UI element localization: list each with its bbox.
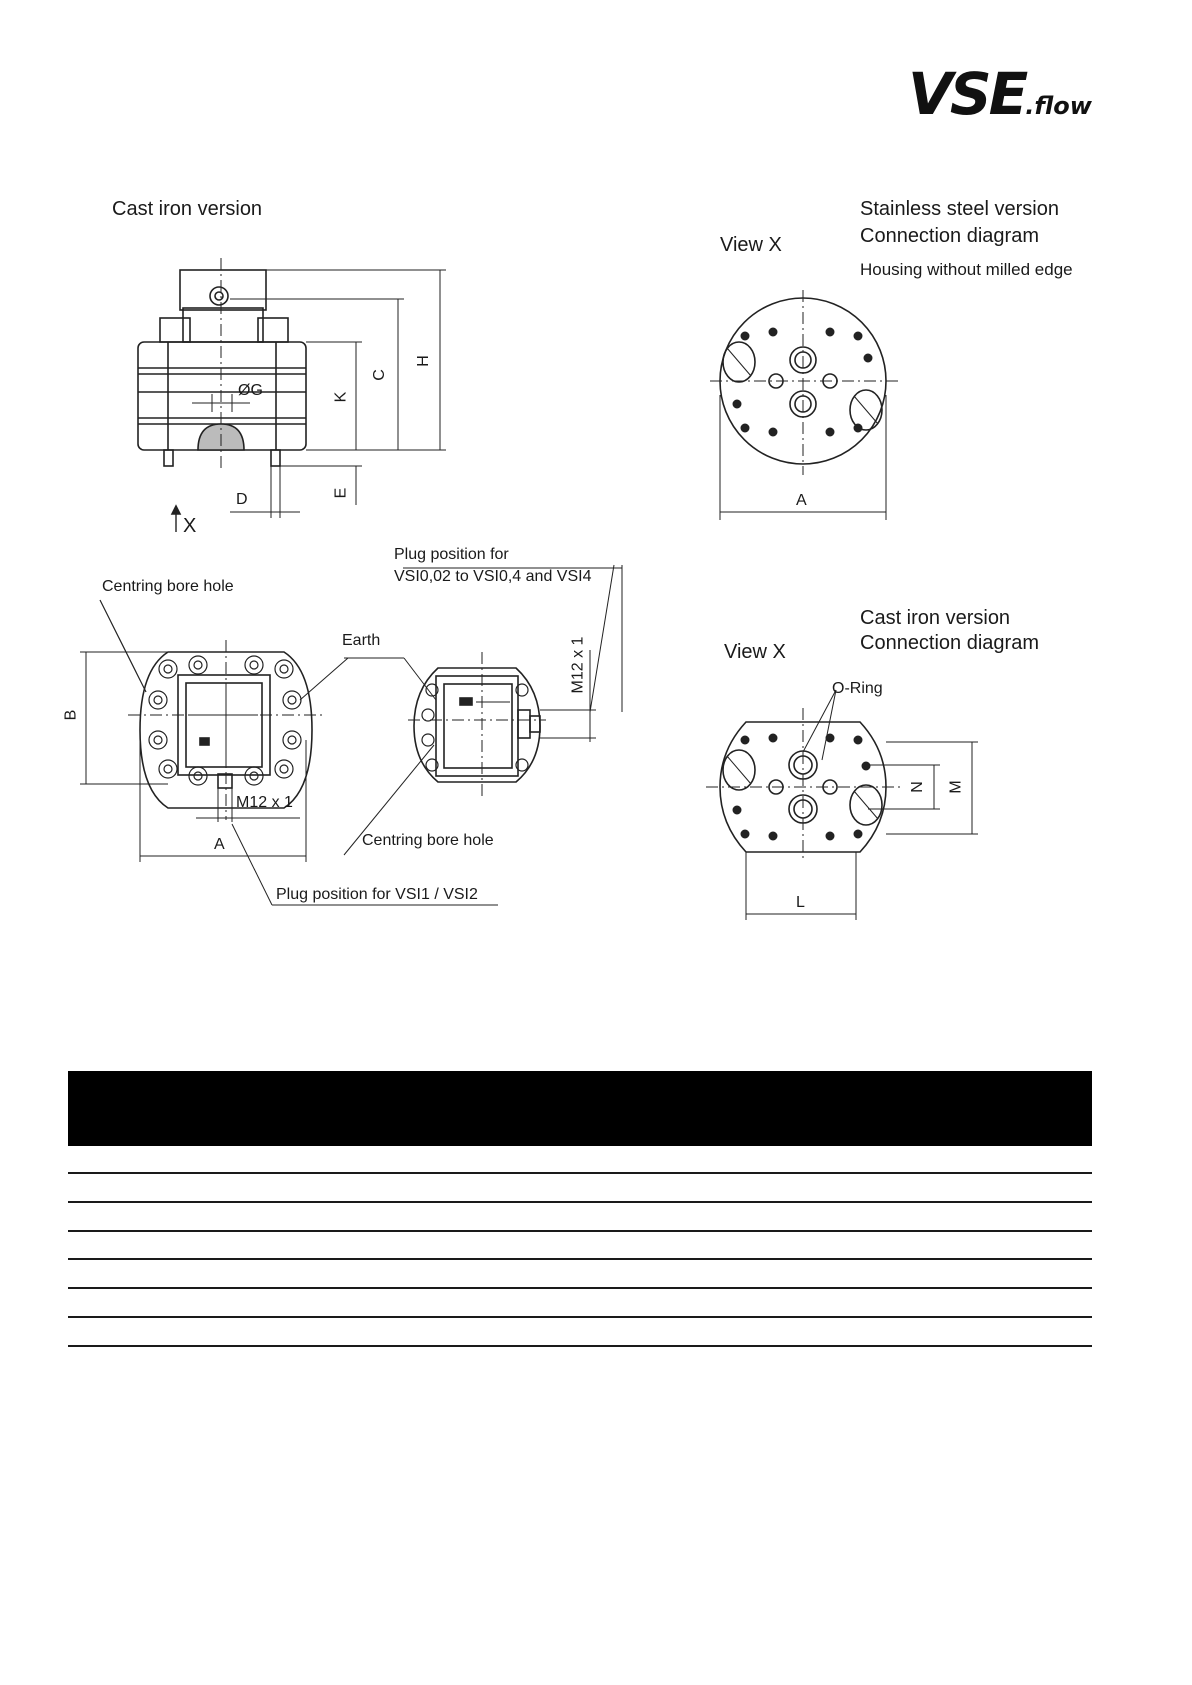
- o-ring-label: O-Ring: [832, 680, 883, 697]
- cast-iron-connection-diagram: Connection diagram: [860, 632, 1039, 654]
- logo-suffix: .flow: [1025, 92, 1092, 120]
- dimension-a-front: A: [214, 836, 225, 853]
- table-rule-5: [68, 1287, 1092, 1289]
- plug-position-vsi0-line2: VSI0,02 to VSI0,4 and VSI4: [394, 568, 592, 585]
- table-rule-7: [68, 1345, 1092, 1347]
- centring-bore-hole-top: Centring bore hole: [102, 578, 234, 595]
- stainless-connection-diagram: Connection diagram: [860, 225, 1039, 247]
- dimension-c: C: [370, 369, 388, 381]
- dimension-m: M: [947, 780, 965, 794]
- dimension-e: E: [332, 487, 350, 499]
- dimension-n: N: [908, 781, 926, 793]
- table-rule-1: [68, 1172, 1092, 1174]
- view-x-label-bottom: View X: [724, 641, 786, 663]
- plug-position-vsi1-vsi2: Plug position for VSI1 / VSI2: [276, 886, 478, 903]
- cast-iron-connection-view: [706, 690, 978, 920]
- table-rule-6: [68, 1316, 1092, 1318]
- view-x-label-top: View X: [720, 234, 782, 256]
- dimension-g: ØG: [238, 382, 263, 399]
- cast-iron-connection-title: Cast iron version: [860, 607, 1011, 629]
- logo-main: VSE: [908, 60, 1026, 128]
- dimension-k: K: [332, 391, 350, 403]
- stainless-version-title: Stainless steel version: [860, 198, 1059, 220]
- view-x-arrow-label: X: [183, 515, 197, 537]
- centring-bore-hole-bottom: Centring bore hole: [362, 832, 494, 849]
- cast-iron-side-view: [138, 258, 446, 532]
- plug-position-vsi0-line1: Plug position for: [394, 546, 509, 563]
- dimension-b: B: [62, 709, 80, 721]
- thread-m12-side: M12 x 1: [569, 636, 587, 694]
- dimension-l: L: [796, 894, 805, 911]
- stainless-circle-view: [710, 290, 898, 520]
- table-rule-3: [68, 1230, 1092, 1232]
- dimension-a-stainless: A: [796, 492, 807, 509]
- small-plug-view: [300, 565, 622, 855]
- table-rule-4: [68, 1258, 1092, 1260]
- table-header-bar: [68, 1071, 1092, 1146]
- housing-note: Housing without milled edge: [860, 260, 1073, 279]
- table-rule-2: [68, 1201, 1092, 1203]
- cast-iron-version-title: Cast iron version: [112, 198, 263, 220]
- dimension-h: H: [414, 355, 432, 367]
- thread-m12-bottom: M12 x 1: [236, 794, 293, 811]
- dimension-d: D: [236, 491, 248, 508]
- earth-label: Earth: [342, 632, 381, 649]
